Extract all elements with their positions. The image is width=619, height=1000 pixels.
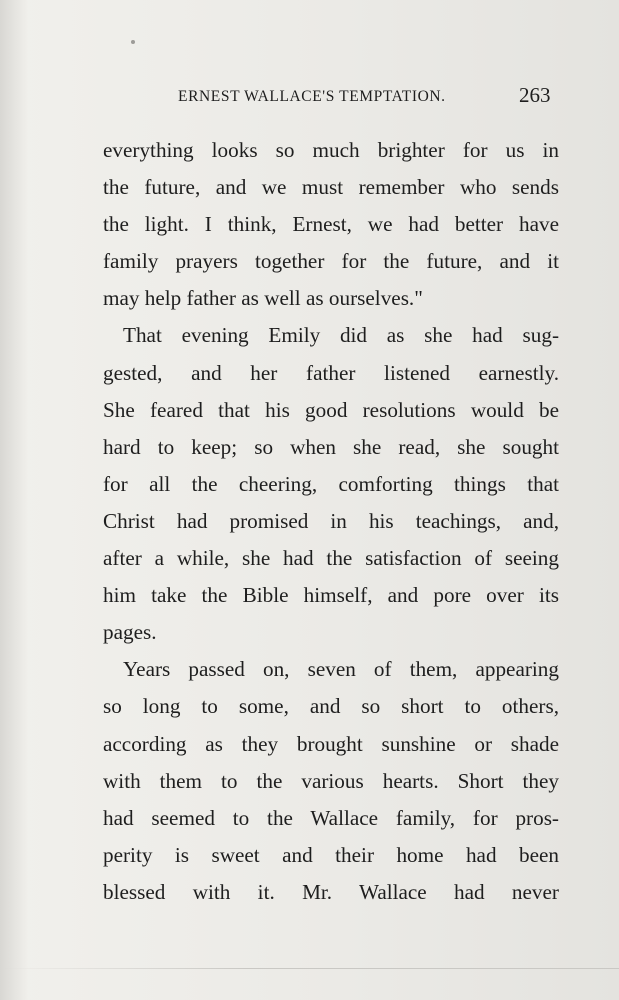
text-line: family prayers together for the future, and it [103,249,559,274]
ink-speck [131,40,135,44]
text-line: gested, and her father listened earnestly. [103,360,559,385]
text-line: everything looks so much brighter for us in [103,138,559,162]
text-line: She feared that his good resolutions would be [103,397,559,422]
text-line: so long to some, and so short to others, [103,694,559,719]
text-line: blessed with it. Mr. Wallace had never [103,879,559,904]
page-header [0,84,619,114]
text-line: the future, and we must remember who sends [103,175,559,200]
text-line: That evening Emily did as she had sug- [123,323,559,348]
text-line: hard to keep; so when she read, she sought [103,434,559,459]
text-line: according as they brought sunshine or shade [103,731,559,756]
page-number: 263 [519,83,551,107]
body-text [103,132,559,911]
text-line: him take the Bible himself, and pore over its [103,583,559,608]
gutter-shadow [0,0,28,1000]
text-line: Christ had promised in his teachings, and, [103,508,559,533]
text-line: for all the cheering, comforting things that [103,471,559,496]
text-line: after a while, she had the satisfaction of seeing [103,546,559,571]
text-line: pages. [103,620,157,645]
text-line: may help father as well as ourselves." [103,286,423,311]
text-line: had seemed to the Wallace family, for pros- [103,805,559,830]
text-line: Years passed on, seven of them, appearing [123,657,559,682]
running-title: ERNEST WALLACE'S TEMPTATION. [178,88,446,105]
text-line: the light. I think, Ernest, we had better have [103,212,559,237]
text-line: with them to the various hearts. Short they [103,768,559,793]
text-line: perity is sweet and their home had been [103,842,559,867]
bottom-edge-line [0,968,619,969]
